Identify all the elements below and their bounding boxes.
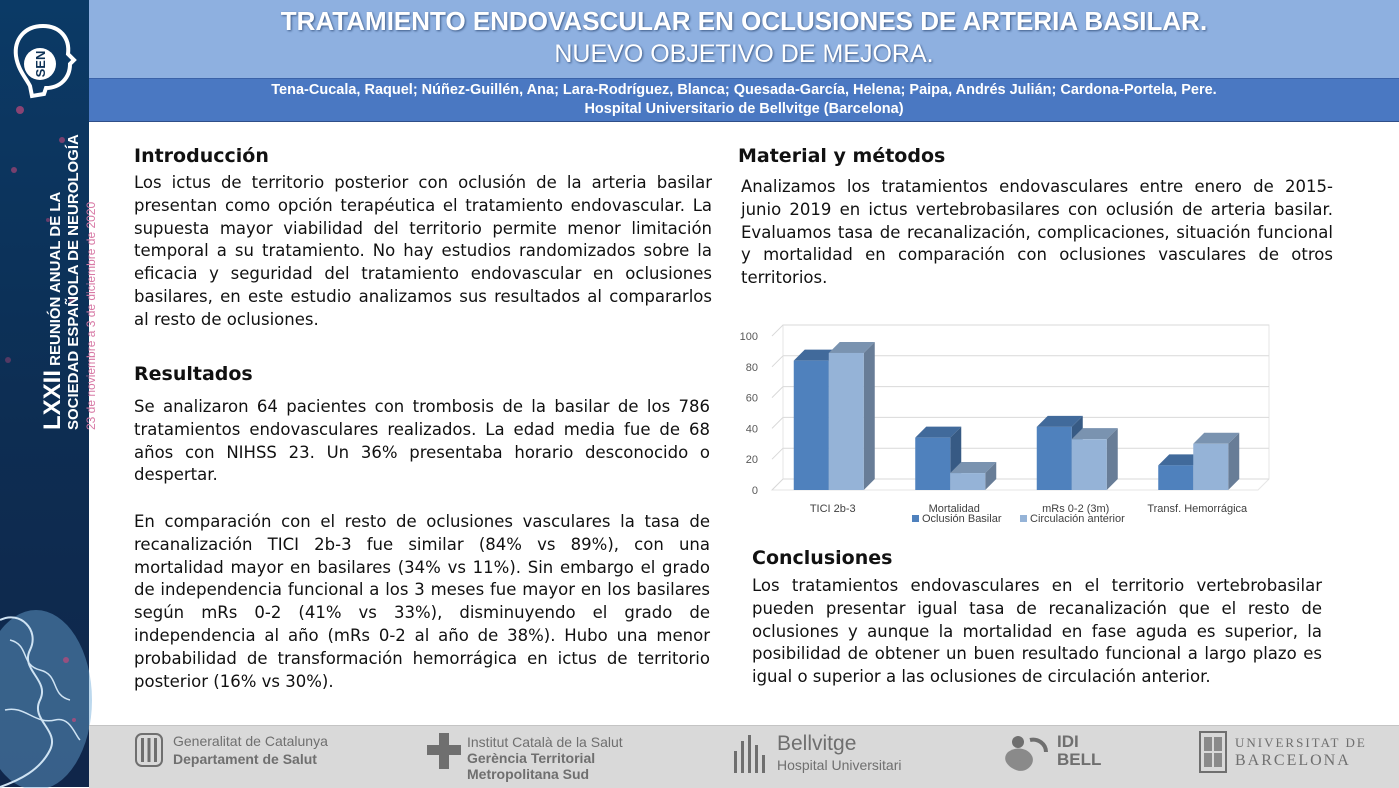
chart-bar bbox=[829, 353, 864, 490]
ics-line2: Gerència Territorial bbox=[467, 750, 596, 766]
meeting-title-line2: SOCIEDAD ESPAÑOLA DE NEUROLOGÍA bbox=[65, 134, 82, 430]
results-bar-chart bbox=[728, 310, 1288, 530]
chart-legend bbox=[912, 513, 1125, 525]
bellvitge-line2: Hospital Universitari bbox=[777, 757, 902, 773]
footer-logos bbox=[89, 725, 1399, 788]
authors-bar bbox=[89, 78, 1399, 122]
chart-gridline-side bbox=[772, 417, 783, 428]
poster-title-line2: NUEVO OBJETIVO DE MEJORA. bbox=[554, 40, 934, 68]
section-text-conclusiones: Los tratamientos endovasculares en el territorio vertebrobasilar pueden presentar igual tasa de recanalización que el resto de oclusiones y aunque la mortalidad en fase aguda es superior, la posibilidad de obtener un buen resultado funcional a largo plazo es igual o superior a las oclusiones de circulación anterior. bbox=[752, 576, 1322, 687]
chart-gridline-side bbox=[772, 325, 783, 336]
chart-xtick-label: TICI 2b-3 bbox=[809, 503, 856, 515]
brain-illustration bbox=[0, 590, 89, 787]
chart-legend-label: Circulación anterior bbox=[1030, 513, 1125, 525]
section-text-resultados-2: En comparación con el resto de oclusiones vasculares la tasa de recanalización TICI 2b-3 fue similar (84% vs 89%), con una mortalidad mayor en basilares (34% vs 11%). Sin embargo el grado de independencia funcional a los 3 meses fue mayor en los basilares según mRs 0-2 (41% vs 33%), disminuyendo el grado de independencia al año (mRs 0-2 al año de 38%). Hubo una menor probabilidad de transformación hemorrágica en ictus de territorio posterior (16% vs 30%). bbox=[134, 512, 710, 691]
section-text-material: Analizamos los tratamientos endovasculares entre enero de 2015- junio 2019 en ictus vertebrobasilares con oclusión de arteria basilar. Evaluamos tasa de recanalización, complicaciones, situación funcional y mortalidad en comparación con oclusiones vasculares de otros territorios. bbox=[741, 177, 1333, 288]
chart-ytick-label: 40 bbox=[745, 423, 758, 436]
chart-ytick-label: 20 bbox=[745, 454, 758, 467]
sen-logo bbox=[10, 20, 76, 100]
chart-bar bbox=[794, 361, 829, 490]
hospital-affiliation: Hospital Universitario de Bellvitge (Barcelona) bbox=[584, 101, 904, 117]
chart-legend-swatch bbox=[1020, 515, 1027, 522]
chart-bar bbox=[1158, 465, 1193, 490]
sidebar bbox=[0, 0, 98, 787]
meeting-dates: 23 de noviembre a 3 de diciembre de 2020 bbox=[84, 201, 98, 430]
authors-list: Tena-Cucala, Raquel; Núñez-Guillén, Ana; Lara-Rodríguez, Blanca; Quesada-García, Helena; Paipa, Andrés Julián; Cardona-Portela, Pere. bbox=[271, 82, 1217, 98]
chart-bar bbox=[1037, 427, 1072, 490]
chart-gridline-side bbox=[772, 448, 783, 459]
section-title-introduccion: Introducción bbox=[134, 145, 269, 167]
sen-logo-text: SEN bbox=[33, 50, 48, 78]
chart-legend-swatch bbox=[912, 515, 919, 522]
chart-bar bbox=[1072, 439, 1107, 490]
chart-xtick-label: mRs 0-2 (3m) bbox=[1042, 503, 1110, 515]
bellvitge-line1: Bellvitge bbox=[777, 732, 857, 755]
ub-line2: BARCELONA bbox=[1235, 752, 1351, 769]
ub-line1: UNIVERSITAT DE bbox=[1235, 735, 1367, 750]
ics-cross-icon bbox=[427, 733, 461, 769]
bellvitge-bars-icon bbox=[732, 735, 770, 773]
chart-xtick-label: Mortalidad bbox=[928, 503, 980, 515]
chart-ytick-label: 80 bbox=[745, 361, 758, 374]
chart-ytick-label: 0 bbox=[751, 485, 758, 497]
section-text-resultados-1: Se analizaron 64 pacientes con trombosis de la basilar de los 786 tratamientos endovasculares realizados. La edad media fue de 68 años con NIHSS 23. Un 36% presentaba horario desconocido o despertar. bbox=[134, 397, 710, 485]
section-title-conclusiones: Conclusiones bbox=[752, 547, 893, 569]
meeting-title-line1: REUNIÓN ANUAL DE LA bbox=[47, 191, 64, 366]
chart-bar bbox=[950, 473, 985, 490]
chart-legend-label: Oclusión Basilar bbox=[922, 513, 1002, 525]
chart-gridline-side bbox=[772, 387, 783, 398]
chart-gridline-side bbox=[772, 356, 783, 367]
chart-bar bbox=[915, 438, 950, 490]
edition-number: LXXII bbox=[39, 369, 66, 430]
poster-header bbox=[89, 0, 1399, 78]
ics-line3: Metropolitana Sud bbox=[467, 766, 590, 782]
idibell-line2: BELL bbox=[1057, 750, 1102, 769]
section-text-introduccion: Los ictus de territorio posterior con oclusión de la arteria basilar presentan como opción terapéutica el tratamiento endovascular. La supuesta mayor viabilidad del territorio permite menor limitación temporal a su tratamiento. No hay estudios randomizados sobre la eficacia y seguridad del tratamiento endovascular en oclusiones basilares, en este estudio analizamos sus resultados al compararlos al resto de oclusiones. bbox=[134, 173, 712, 329]
chart-gridline-side bbox=[772, 479, 783, 490]
section-title-resultados: Resultados bbox=[134, 363, 253, 385]
section-title-material: Material y métodos bbox=[738, 145, 946, 167]
idibell-figure-icon bbox=[1002, 732, 1052, 776]
chart-bar bbox=[1193, 444, 1228, 490]
ics-line1: Institut Català de la Salut bbox=[467, 734, 623, 750]
poster-title-line1: TRATAMIENTO ENDOVASCULAR EN OCLUSIONES DE ARTERIA BASILAR. bbox=[280, 6, 1208, 36]
generalitat-line2: Departament de Salut bbox=[173, 751, 317, 767]
idibell-line1: IDI bbox=[1057, 732, 1079, 751]
chart-bars bbox=[794, 342, 1240, 490]
chart-ytick-label: 100 bbox=[739, 331, 758, 343]
generalitat-logo bbox=[135, 733, 163, 767]
generalitat-emblem-icon bbox=[135, 733, 163, 767]
chart-ytick-label: 60 bbox=[745, 392, 758, 405]
ub-seal-icon bbox=[1199, 731, 1227, 773]
generalitat-line1: Generalitat de Catalunya bbox=[173, 733, 328, 749]
chart-xtick-label: Transf. Hemorrágica bbox=[1147, 503, 1248, 515]
chart-bar-side bbox=[864, 342, 875, 490]
